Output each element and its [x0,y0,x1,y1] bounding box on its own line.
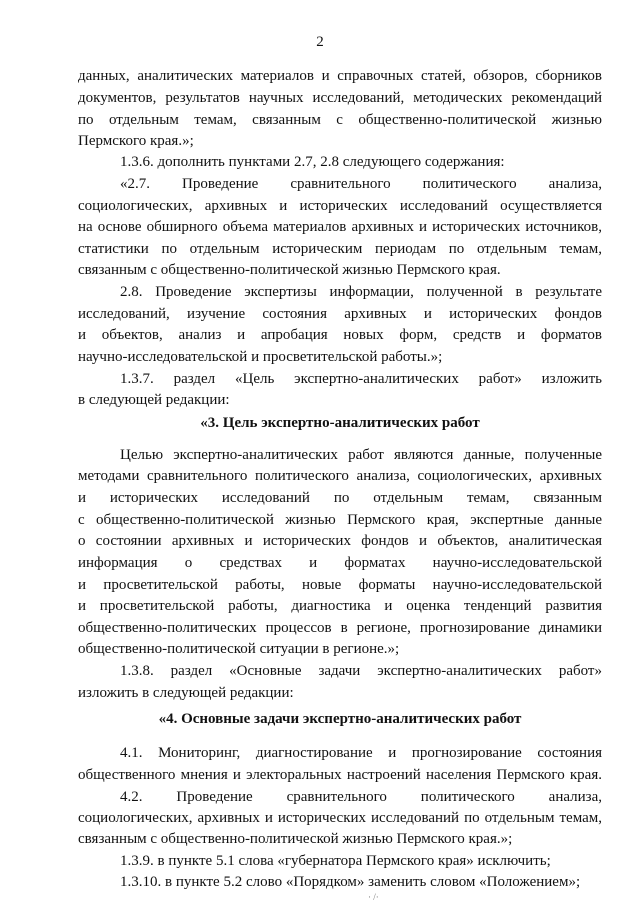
text-line: «2.7. Проведение сравнительного политического анализа, [120,176,602,192]
text-line: изложить в следующей редакции: [78,685,294,701]
text-line: общественно-политической ситуации в регионе.»; [78,641,400,657]
text-line: документов, результатов научных исследований, методических рекомендаций [78,90,602,106]
text-line: научно-исследовательской и просветительской работы.»; [78,349,443,365]
text-line: 4.2. Проведение сравнительного политического анализа, [120,789,602,805]
text-line: статистики по отдельным историческим периодам по отдельным темам, [78,241,602,257]
text-line: о состоянии архивных и исторических фондов и объектов, аналитическая [78,533,602,549]
text-line: данных, аналитических материалов и справочных статей, обзоров, сборников [78,68,602,84]
text-line: связанным с общественно-политической жизнью Пермского края. [78,262,501,278]
text-line: с общественно-политической жизнью Пермского края, экспертные данные [78,512,602,528]
text-line: связанным с общественно-политической жизнью Пермского края.»; [78,831,513,847]
text-line: и просветительской работы, новые форматы научно-исследовательской [78,577,602,593]
text-line: общественно-политических процессов в регионе, прогнозирование динамики [78,620,602,636]
text-line: социологических, архивных и исторических исследований по отдельным темам, [78,810,602,826]
text-line: 1.3.10. в пункте 5.2 слово «Порядком» заменить словом «Положением»; [120,874,581,890]
text-line: исследований, изучение состояния архивных и исторических фондов [78,306,602,322]
text-line: 1.3.6. дополнить пунктами 2.7, 2.8 следующего содержания: [120,154,505,170]
scan-mark: · /· [368,892,379,902]
text-line: 1.3.9. в пункте 5.1 слова «губернатора Пермского края» исключить; [120,853,551,869]
text-line: и объектов, анализ и апробация новых форм, средств и форматов [78,327,602,343]
section-heading: «4. Основные задачи экспертно-аналитических работ [158,711,522,727]
text-line: Пермского края.»; [78,133,194,149]
text-line: Целью экспертно-аналитических работ являются данные, полученные [120,447,602,463]
text-line: и просветительской работы, диагностика и оценка тенденций развития [78,598,602,614]
section-heading: «3. Цель экспертно-аналитических работ [200,415,480,431]
text-line: 4.1. Мониторинг, диагностирование и прогнозирование состояния [120,745,602,761]
text-line: методами сравнительного политического анализа, социологических, архивных [78,468,602,484]
text-line: общественного мнения и электоральных настроений населения Пермского края. [78,767,602,783]
text-line: в следующей редакции: [78,392,230,408]
text-line: 1.3.8. раздел «Основные задачи экспертно-аналитических работ» [120,663,602,679]
text-line: по отдельным темам, связанным с общественно-политической жизнью [78,112,602,128]
text-line: информация о средствах и форматах научно-исследовательской [78,555,602,571]
text-line: 1.3.7. раздел «Цель экспертно-аналитических работ» изложить [120,371,602,387]
text-line: на основе обширного объема материалов архивных и исторических источников, [78,219,602,235]
text-line: и исторических исследований по отдельным темам, связанным [78,490,602,506]
text-line: 2.8. Проведение экспертизы информации, полученной в результате [120,284,602,300]
page-number: 2 [316,34,324,50]
text-line: социологических, архивных и исторических исследований осуществляется [78,198,602,214]
